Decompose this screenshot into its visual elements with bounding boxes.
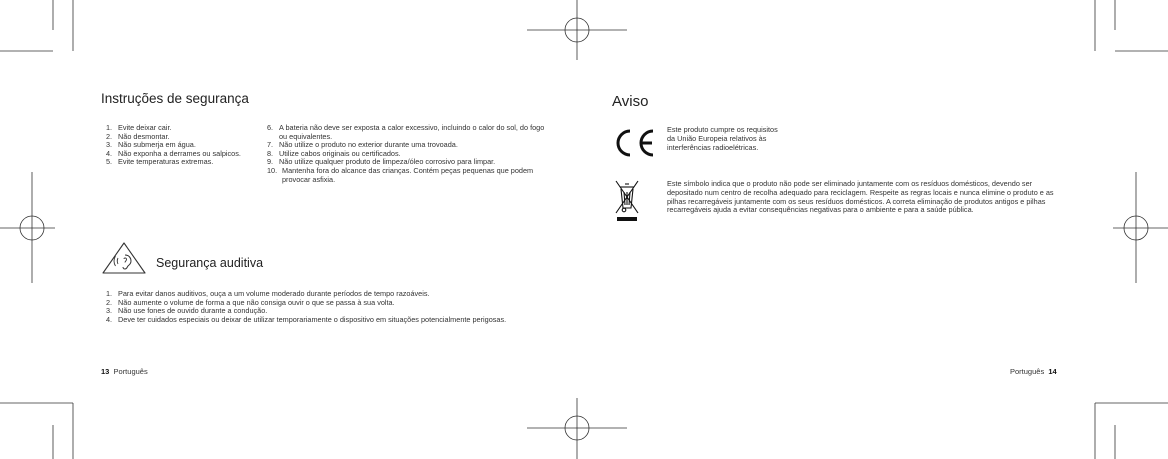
list-item-number: 8. [267, 148, 274, 158]
list-item-number: 4. [106, 314, 113, 324]
list-item-text: Não submerja em água. [118, 140, 196, 150]
list-item [106, 316, 556, 325]
weee-description: Este símbolo indica que o produto não pode ser eliminado juntamente com os resíduos domésticos, devendo ser depositado num centro de recolha adequado para reciclagem. Respeite as regras locais e nunca elimine o produto e as pilhas recarregáveis juntamente com os seus resíduos domésticos. A correta eliminação de produtos antigos e pilhas recarregáveis ajuda a evitar consequências negativas para o ambiente e para a saúde pública. [667, 179, 1054, 215]
list-item-text: Não exponha a derrames ou salpicos. [118, 148, 241, 158]
list-item [267, 167, 552, 184]
list-item-number: 6. [267, 123, 274, 132]
crossed-out-wheelie-bin-icon [612, 178, 642, 224]
notice-title: Aviso [612, 93, 649, 110]
ear-warning-triangle-icon [101, 241, 147, 275]
footer-left [101, 367, 148, 376]
list-item-text: Não utilize qualquer produto de limpeza/óleo corrosivo para limpar. [279, 157, 496, 167]
footer-right [1010, 367, 1057, 376]
list-item-number: 2. [106, 297, 113, 307]
list-item-text: Não utilize o produto no exterior durante uma trovoada. [279, 140, 458, 150]
list-item-number: 7. [267, 140, 274, 150]
footer-language-left: Português [113, 367, 148, 376]
list-item-text: Não desmontar. [118, 131, 170, 141]
list-item-number: 1. [106, 123, 113, 132]
safety-list-col1 [106, 124, 241, 167]
list-item-text: Deve ter cuidados especiais ou deixar de utilizar temporariamente o dispositivo em situações potencialmente perigosas. [118, 314, 507, 324]
safety-instructions-title: Instruções de segurança [101, 91, 249, 106]
list-item-text: Para evitar danos auditivos, ouça a um volume moderado durante períodos de tempo razoáveis. [118, 289, 430, 298]
list-item-number: 1. [106, 289, 113, 298]
list-item-number: 10. [267, 165, 278, 175]
list-item-text: A bateria não deve ser exposta a calor excessivo, incluindo o calor do sol, do fogo ou equivalentes. [279, 123, 545, 141]
page-number-right: 14 [1048, 367, 1057, 376]
list-item-text: Utilize cabos originais ou certificados. [279, 148, 401, 158]
list-item-text: Não aumente o volume de forma a que não consiga ouvir o que se passa à sua volta. [118, 297, 395, 307]
list-item [267, 124, 552, 141]
list-item [106, 158, 241, 167]
list-item-number: 4. [106, 148, 113, 158]
list-item-text: Mantenha fora do alcance das crianças. Contém peças pequenas que podem provocar asfixia. [282, 165, 534, 184]
list-item-number: 3. [106, 140, 113, 150]
page-number-left: 13 [101, 367, 110, 376]
safety-list-col2 [267, 124, 552, 184]
list-item-text: Não use fones de ouvido durante a condução. [118, 306, 268, 316]
list-item-number: 9. [267, 157, 274, 167]
list-item-number: 2. [106, 131, 113, 141]
list-item-number: 3. [106, 306, 113, 316]
list-item-text: Evite temperaturas extremas. [118, 157, 214, 167]
ce-description: Este produto cumpre os requisitos da União Europeia relativos às interferências radioelétricas. [667, 125, 778, 152]
hearing-safety-list [106, 290, 556, 324]
ce-mark-icon [612, 127, 656, 159]
footer-language-right: Português [1010, 367, 1045, 376]
hearing-safety-title: Segurança auditiva [156, 256, 264, 270]
list-item-text: Evite deixar cair. [118, 123, 172, 132]
list-item-number: 5. [106, 157, 113, 167]
